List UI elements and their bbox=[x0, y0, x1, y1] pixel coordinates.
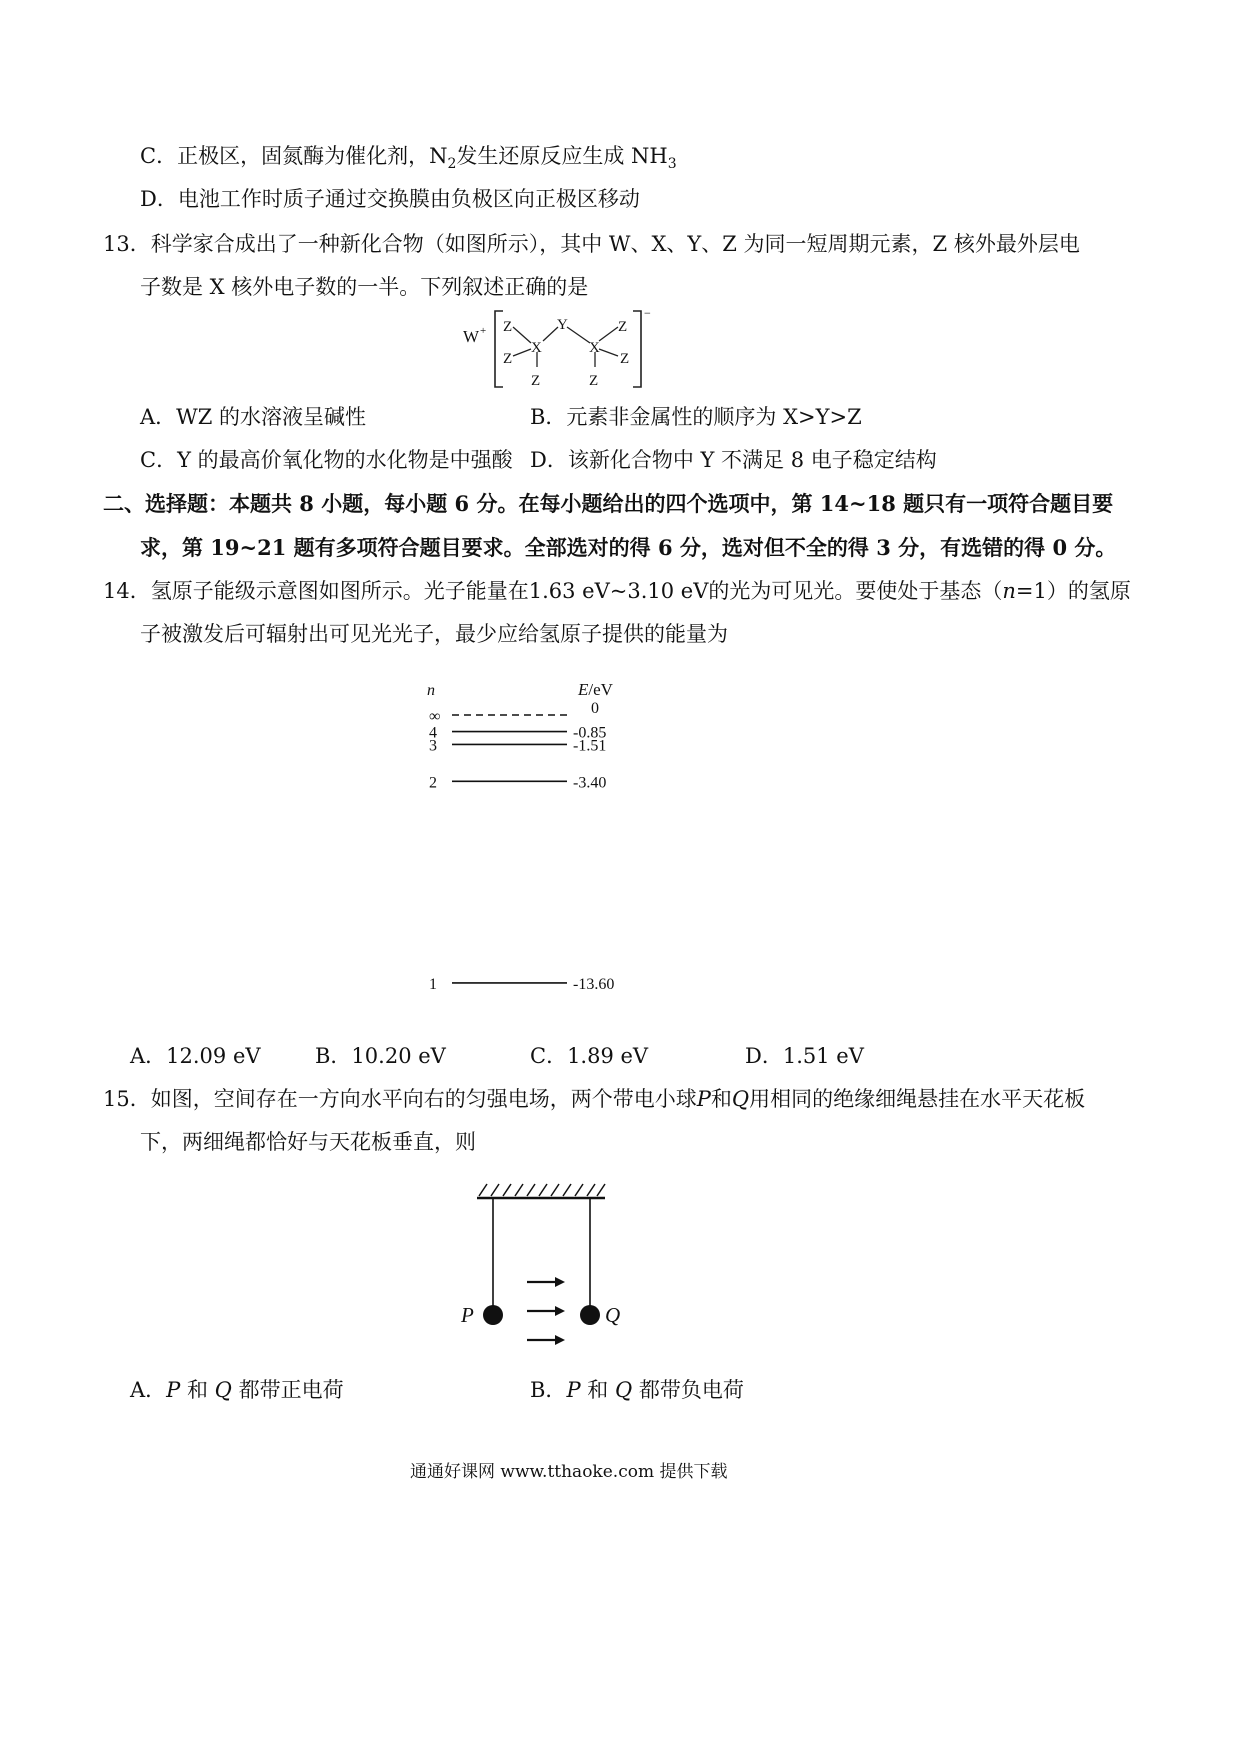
q14-option-a: A．12.09 eV bbox=[130, 1044, 261, 1068]
axis-n-label: n bbox=[427, 682, 435, 699]
energy-level-diagram bbox=[415, 675, 635, 1000]
level-n-label-2: 4 bbox=[429, 724, 437, 742]
q12-option-c-text: C．正极区，固氮酶为催化剂，N bbox=[140, 144, 448, 168]
q15-stem-line1 bbox=[103, 1085, 1085, 1113]
q12-option-c bbox=[140, 142, 677, 178]
atom-z-5: Z bbox=[620, 351, 630, 367]
q13-stem-line1: 13．科学家合成出了一种新化合物（如图所示），其中 W、X、Y、Z 为同一短周期元素，Z 核外最外层电 bbox=[103, 232, 1080, 256]
label-q: Q bbox=[605, 1303, 621, 1327]
q15-option-b bbox=[530, 1376, 744, 1404]
option-post: 都带正电荷 bbox=[231, 1378, 344, 1402]
atom-x-2: X bbox=[589, 340, 600, 356]
q13-option-a: A．WZ 的水溶液呈碱性 bbox=[140, 405, 367, 429]
q14-stem-line2: 子被激发后可辐射出可见光光子，最少应给氢原子提供的能量为 bbox=[140, 622, 728, 646]
p-italic: P bbox=[166, 1378, 181, 1402]
q14-stem-line1 bbox=[103, 577, 1131, 605]
option-mid: 和 bbox=[180, 1378, 215, 1402]
q14-option-c: C．1.89 eV bbox=[530, 1044, 649, 1068]
atom-y: Y bbox=[557, 317, 568, 333]
bonds bbox=[513, 327, 618, 367]
q15-field-diagram bbox=[455, 1180, 640, 1355]
q-italic: Q bbox=[614, 1378, 633, 1402]
level-energy-label-3: -1.51 bbox=[573, 737, 607, 755]
q15-stem-line2: 下，两细绳都恰好与天花板垂直，则 bbox=[140, 1130, 476, 1154]
left-bracket bbox=[495, 311, 503, 387]
level-energy-label-1: 0 bbox=[591, 700, 599, 717]
axis-e-label: E/eV bbox=[578, 680, 613, 699]
q15-text-a: 15．如图，空间存在一方向水平向右的匀强电场，两个带电小球 bbox=[103, 1087, 697, 1111]
atom-z-2: Z bbox=[503, 351, 513, 367]
option-post: 都带负电荷 bbox=[632, 1378, 744, 1402]
q12-option-d: D．电池工作时质子通过交换膜由负极区向正极区移动 bbox=[140, 187, 640, 211]
ball-q bbox=[580, 1305, 600, 1325]
subscript: 2 bbox=[447, 156, 457, 173]
ceiling-hatching bbox=[479, 1184, 605, 1196]
structure-w-charge: + bbox=[480, 325, 487, 337]
q-italic: Q bbox=[214, 1378, 232, 1402]
level-energy-label-5: -13.60 bbox=[573, 975, 615, 993]
option-prefix: A． bbox=[130, 1378, 167, 1402]
bracket-charge: − bbox=[644, 306, 651, 320]
q15-option-a bbox=[130, 1376, 344, 1404]
q13-stem-line2: 子数是 X 核外电子数的一半。下列叙述正确的是 bbox=[140, 275, 589, 299]
ball-p bbox=[483, 1305, 503, 1325]
option-mid: 和 bbox=[580, 1378, 615, 1402]
q15-text-b: 用相同的绝缘细绳悬挂在水平天花板 bbox=[749, 1087, 1086, 1111]
right-bracket bbox=[633, 311, 641, 387]
q13-option-c: C．Y 的最高价氧化物的水化物是中强酸 bbox=[140, 448, 513, 472]
q14-n-italic: n bbox=[1002, 579, 1016, 603]
option-prefix: B． bbox=[530, 1378, 567, 1402]
q15-text-mid: 和 bbox=[710, 1087, 732, 1111]
energy-levels bbox=[429, 700, 614, 993]
level-energy-label-4: -3.40 bbox=[573, 774, 607, 792]
atom-z-1: Z bbox=[503, 319, 513, 335]
level-n-label-4: 2 bbox=[429, 774, 437, 792]
section2-heading-line1: 二、选择题：本题共 8 小题，每小题 6 分。在每小题给出的四个选项中，第 14~18 题只有一项符合题目要 bbox=[103, 491, 1114, 516]
label-p: P bbox=[461, 1303, 474, 1327]
page-footer: 通通好课网 www.tthaoke.com 提供下载 bbox=[410, 1462, 728, 1482]
q14-option-b: B．10.20 eV bbox=[315, 1044, 446, 1068]
q13-structure-diagram bbox=[455, 305, 655, 395]
atom-z-4: Z bbox=[618, 319, 628, 335]
q14-text-b: =1）的氢原 bbox=[1015, 579, 1131, 603]
structure-w: W bbox=[463, 327, 480, 346]
level-n-label-5: 1 bbox=[429, 975, 437, 993]
q14-option-d: D．1.51 eV bbox=[745, 1044, 864, 1068]
level-energy-label-2: -0.85 bbox=[573, 724, 607, 742]
q13-option-b: B．元素非金属性的顺序为 X>Y>Z bbox=[530, 405, 862, 429]
atom-z-3: Z bbox=[531, 373, 541, 389]
q15-q-italic: Q bbox=[731, 1087, 750, 1111]
p-italic: P bbox=[566, 1378, 581, 1402]
level-n-label-1: ∞ bbox=[429, 708, 441, 725]
atom-x-1: X bbox=[531, 340, 542, 356]
atom-z-6: Z bbox=[589, 373, 599, 389]
q13-option-d: D．该新化合物中 Y 不满足 8 电子稳定结构 bbox=[530, 448, 937, 472]
q15-p-italic: P bbox=[696, 1087, 711, 1111]
q12-option-c-text-2: 发生还原反应生成 NH bbox=[456, 144, 668, 168]
level-n-label-3: 3 bbox=[429, 737, 437, 755]
subscript: 3 bbox=[667, 156, 677, 173]
q14-text-a: 14．氢原子能级示意图如图所示。光子能量在1.63 eV~3.10 eV的光为可见光。要使处于基态（ bbox=[103, 579, 1003, 603]
field-arrows bbox=[527, 1277, 565, 1345]
section2-heading-line2: 求，第 19~21 题有多项符合题目要求。全部选对的得 6 分，选对但不全的得 3 分，有选错的得 0 分。 bbox=[140, 535, 1117, 560]
